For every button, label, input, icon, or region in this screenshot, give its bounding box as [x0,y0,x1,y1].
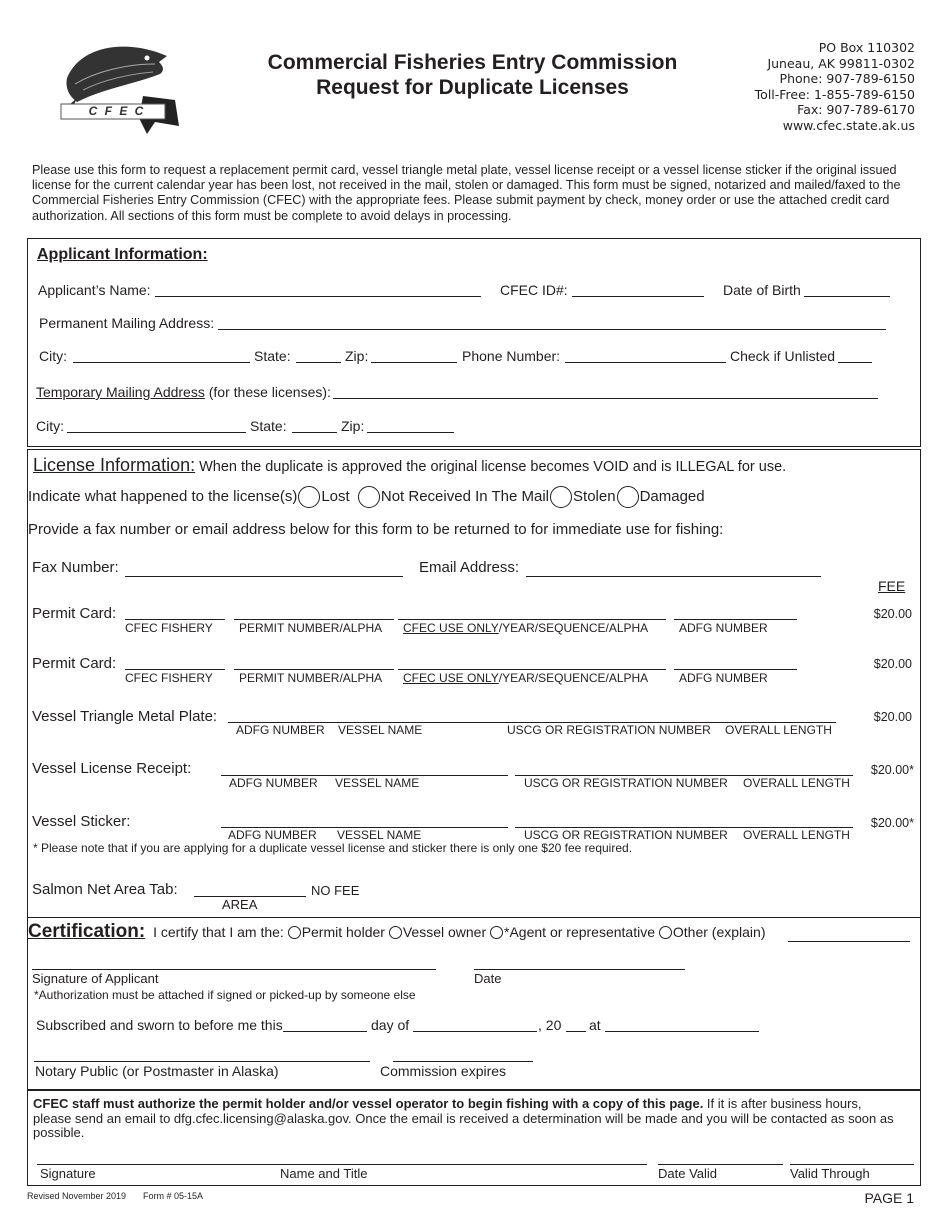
year-sequence-label: /YEAR/SEQUENCE/ALPHA [498,671,649,685]
cfec-fishery-2-field[interactable]: CFEC FISHERY [125,669,225,685]
sworn-year-field[interactable] [566,1031,586,1032]
state-label: State: [254,348,291,364]
other-radio[interactable] [659,926,672,939]
dob-label: Date of Birth [723,282,801,298]
sworn-month-field[interactable] [413,1031,537,1032]
certification-row [28,921,765,943]
city-field[interactable] [73,362,250,363]
adfg-number-field[interactable]: ADFG NUMBER [674,619,797,635]
salmon-fee: NO FEE [311,883,360,898]
year-sequence-label: /YEAR/SEQUENCE/ALPHA [498,621,649,635]
form-number: Form # 05-15A [143,1191,204,1201]
valid-through-label: Valid Through [790,1166,870,1181]
permit-number-2-field[interactable]: PERMIT NUMBER/ALPHA [234,669,394,685]
zip2-field[interactable] [367,432,454,433]
sticker-label: Vessel Sticker: [32,813,131,830]
unlisted-checkbox[interactable] [838,362,872,363]
toll-free-line: Toll-Free: 1-855-789-6150 [754,87,915,102]
receipt-label: Vessel License Receipt: [32,760,192,777]
certification-heading: Certification: [28,921,146,942]
license-status-row [28,486,705,508]
sworn-text-1: Subscribed and sworn to before me this [36,1017,283,1033]
sticker-adfg-label: ADFG NUMBER [228,828,317,842]
salmon-logo-icon [55,38,185,138]
dob-field[interactable] [804,296,890,297]
date-valid-field[interactable] [658,1164,783,1165]
applicant-signature-field[interactable] [32,969,436,970]
lost-option-label: Lost [321,487,350,505]
city-label: City: [39,348,67,364]
permit-holder-radio[interactable] [288,926,301,939]
fax-number-label: Fax Number: [32,559,119,576]
license-heading-row [33,455,786,476]
temp-address-field[interactable] [333,398,878,399]
receipt-length-label: OVERALL LENGTH [743,776,850,790]
license-heading-note: When the duplicate is approved the original license becomes VOID and is ILLEGAL for use. [195,459,787,475]
receipt-uscg-label: USCG OR REGISTRATION NUMBER [524,776,728,790]
permit-card-2-label: Permit Card: [32,655,117,672]
agent-label: *Agent or representative [504,924,655,940]
vessel-owner-label: Vessel owner [402,924,487,940]
address-line: Juneau, AK 99811-0302 [767,56,915,71]
plate-uscg-label: USCG OR REGISTRATION NUMBER [507,723,711,737]
vessel-owner-radio[interactable] [389,926,402,939]
page-number: PAGE 1 [864,1190,914,1206]
email-label: Email Address: [419,559,520,576]
sticker-fee: $20.00* [870,816,914,830]
sworn-text-4: at [589,1017,601,1033]
fax-number-field[interactable] [125,576,403,577]
perm-address-label: Permanent Mailing Address: [39,315,215,331]
name-title-label: Name and Title [280,1166,368,1181]
fax-note: Provide a fax number or email address below for this form to be returned to for immediate use for fishing: [28,521,724,538]
receipt-fee: $20.00* [870,763,914,777]
applicant-heading: Applicant Information: [37,246,208,263]
plate-adfg-label: ADFG NUMBER [236,723,325,737]
cfec-use-only-label: CFEC USE ONLY [403,671,499,685]
cfec-id-label: CFEC ID#: [500,282,568,298]
sticker-length-label: OVERALL LENGTH [743,828,850,842]
plate-length-label: OVERALL LENGTH [725,723,832,737]
temp-address-label [36,384,331,400]
sticker-note: * Please note that if you are applying for a duplicate vessel license and sticker there is only one $20 fee required. [33,841,633,855]
phone-label: Phone Number: [462,348,561,364]
email-field[interactable] [526,576,821,577]
city2-label: City: [36,418,64,434]
permit-card-fee: $20.00 [873,607,912,621]
zip-field[interactable] [371,362,457,363]
plate-vessel-name-label: VESSEL NAME [338,723,423,737]
temp-address-suffix: (for these licenses): [204,384,331,400]
fax-line: Fax: 907-789-6170 [797,102,915,117]
state2-field[interactable] [292,432,337,433]
applicant-section [27,238,921,447]
signature-label: Signature of Applicant [32,971,159,986]
address-line: PO Box 110302 [818,40,915,55]
valid-through-field[interactable] [790,1164,914,1165]
temp-address-label-text: Temporary Mailing Address [36,384,205,400]
cfec-fishery-field[interactable]: CFEC FISHERY [125,619,225,635]
adfg-number-2-field[interactable]: ADFG NUMBER [674,669,797,685]
sticker-vessel-name-label: VESSEL NAME [337,828,422,842]
form-title: Commercial Fisheries Entry Commission [267,51,678,74]
commission-label: Commission expires [380,1063,507,1079]
logo-text: C F E C [88,104,146,118]
applicant-name-field[interactable] [155,296,481,297]
damaged-radio[interactable] [617,486,639,508]
authorization-note: *Authorization must be attached if signed or picked-up by someone else [34,988,416,1002]
plate-fee: $20.00 [873,710,912,724]
phone-line: Phone: 907-789-6150 [779,71,915,86]
unlisted-label: Check if Unlisted [730,348,836,364]
stolen-option-label: Stolen [573,487,616,505]
cfec-use-only-label: CFEC USE ONLY [403,621,499,635]
city2-field[interactable] [67,432,246,433]
permit-number-field[interactable]: PERMIT NUMBER/ALPHA [234,619,394,635]
date-valid-label: Date Valid [658,1166,718,1181]
sworn-text-2: day of [371,1017,410,1033]
phone-field[interactable] [565,362,726,363]
not-received-option-label: Not Received In The Mail [380,487,550,505]
license-heading: License Information: [33,455,196,475]
staff-signature-label: Signature [40,1166,96,1181]
zip2-label: Zip: [341,418,365,434]
date-label: Date [474,971,502,986]
damaged-option-label: Damaged [639,487,705,505]
certify-statement: I certify that I am the: [153,924,284,940]
notary-signature-field[interactable] [34,1061,370,1062]
permit-holder-label: Permit holder [301,924,385,940]
indicate-label: Indicate what happened to the license(s) [28,487,298,505]
fee-header: FEE [878,578,906,594]
staff-bold-text: CFEC staff must authorize the permit holder and/or vessel operator to begin fishing with a copy of this page. [33,1096,704,1111]
cfec-id-field[interactable] [572,296,704,297]
lost-radio[interactable] [298,486,320,508]
sworn-location-field[interactable] [605,1031,759,1032]
staff-signature-field[interactable] [37,1164,647,1165]
sworn-text-3: , 20 [538,1017,562,1033]
stolen-radio[interactable] [550,486,572,508]
intro-paragraph: Please use this form to request a replacement permit card, vessel triangle metal plate, vessel license receipt or a vessel license sticker if the original issued license for the current calendar year has been lost, not received in the mail, stolen or damaged. This form must be signed, notarized and mailed/faxed to the Commercial Fisheries Entry Commission (CFEC) with the appropriate fees. Please submit payment by check, money order or use the attached credit card authorization. All sections of this form must be complete to avoid delays in processing. [32,163,901,223]
permit-card-2-fee: $20.00 [873,657,912,671]
receipt-adfg-label: ADFG NUMBER [229,776,318,790]
state-field[interactable] [296,362,341,363]
applicant-name-label: Applicant’s Name: [38,282,151,298]
other-label: Other (explain) [672,924,766,940]
permit-sequence-field[interactable] [398,619,666,635]
sticker-uscg-label: USCG OR REGISTRATION NUMBER [524,828,728,842]
receipt-vessel-name-label: VESSEL NAME [335,776,420,790]
permit-card-label: Permit Card: [32,605,117,622]
website-line: www.cfec.state.ak.us [782,118,915,133]
agent-radio[interactable] [490,926,503,939]
other-explain-field[interactable] [788,941,910,942]
zip-label: Zip: [345,348,369,364]
staff-text: If it is after business hours, please send an email to dfg.cfec.licensing@alaska.gov. Once the email is received a determination will be made and you will be contacted as soon as possible. [33,1096,894,1140]
perm-address-field[interactable] [218,329,886,330]
area-label: AREA [222,897,258,912]
staff-paragraph [33,1097,903,1141]
notary-label: Notary Public (or Postmaster in Alaska) [35,1063,279,1079]
permit-sequence-2-field[interactable] [398,669,666,685]
commission-expires-field[interactable] [393,1061,533,1062]
cfec-logo [55,38,185,138]
not-received-radio[interactable] [358,486,380,508]
signature-date-field[interactable] [474,969,685,970]
plate-label: Vessel Triangle Metal Plate: [32,708,218,725]
sworn-day-field[interactable] [283,1031,367,1032]
state2-label: State: [250,418,287,434]
salmon-label: Salmon Net Area Tab: [32,881,178,898]
revised-date: Revised November 2019 [27,1191,127,1201]
form-subtitle: Request for Duplicate Licenses [316,76,629,99]
